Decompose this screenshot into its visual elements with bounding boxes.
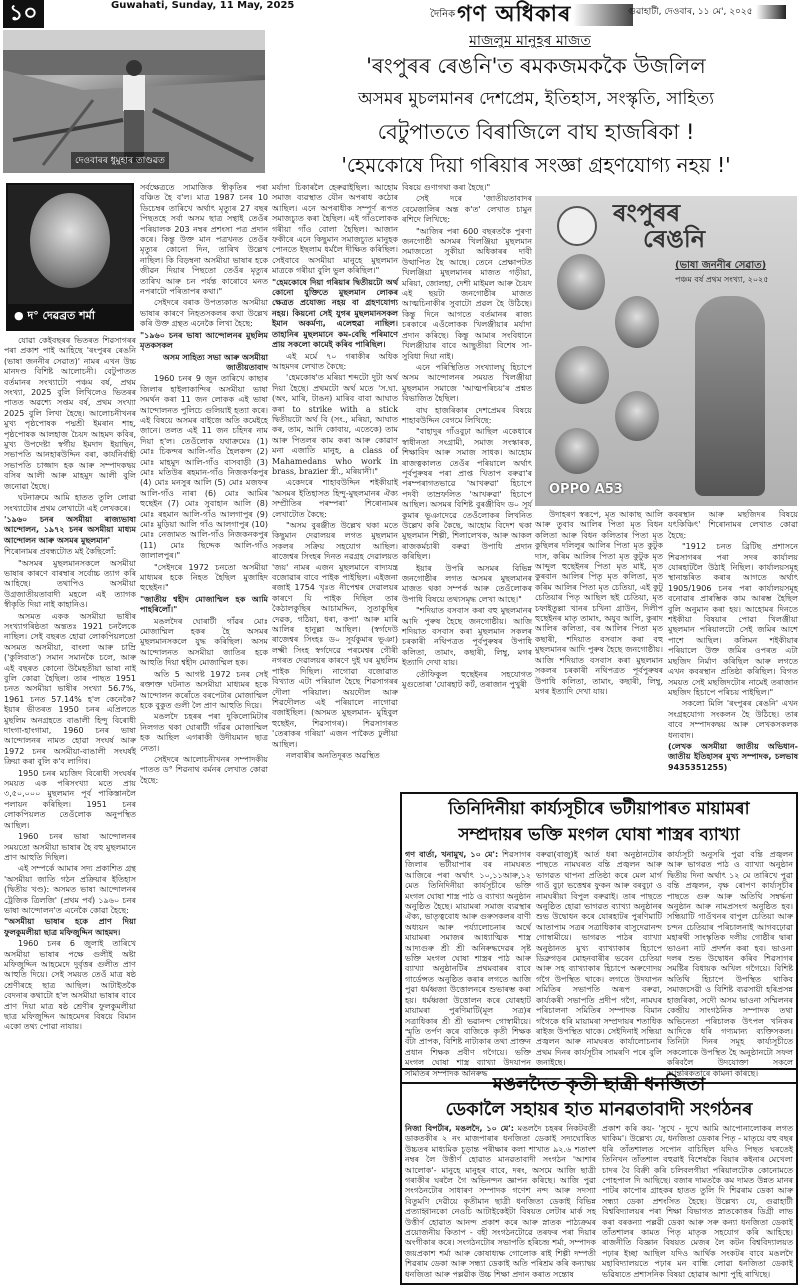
masthead [430,0,633,30]
story3-headline [402,1072,796,1122]
subhead: অসম সাহিত্য সভা আৰু অসমীয়া জাতীয়তাবাদ [162,352,268,372]
english-date: Guwahati, Sunday, 11 May, 2025 [105,0,300,11]
assamese-date: গুৱাহাটী, দেওবাৰ, ১১ মে', ২০২৫ [628,7,753,17]
cover-subtitle: (ভাষা জননীৰ সেৱাত) [675,260,767,271]
paragraph: সৰ্বক্ষেত্ৰতে সামাজিক স্বীকৃতিৰ পৰা বঞ্চিত হৈ ব'ল। মাত্ৰ 1987 চনৰ 10 ডিচেম্বৰ তাৰিখে অৰ্থাৎ মৃত্যুৰ 27 বছৰ পিছতহে সৰ্বা অসম ছাত্ৰ সন্থাই তেওঁৰ পৰিয়ালক 203 নম্বৰ প্ৰশংসা পত্ৰ প্ৰদান কৰে। কিন্তু উক্ত মান পত্ৰখনত তেওঁৰ মৃত্যুৰ কোনো দিন, তাৰিখ উল্লেখ নাছিল। কি বিড়ম্বনা অসমীয়া ভাষাৰ হকে জীৱন দিয়াৰ পিছতো তেওঁৰ মৃত্যুৰ তাৰিখ আৰু চন পৰ্যন্ত কাৰোবে মনত নপৰাটো পৰিতাপৰ কথা।" [140,183,268,297]
page-number: ১০ [3,0,44,28]
lead-column-1 [4,336,136,1034]
paragraph: প্ৰকাশ কৰি কয়- 'সুখে - দুখে আমি আপোনালোকৰ লগত থাকিম'। উল্লেখ্য যে, ধনজিতা ডেকাৰ পিতৃ - মাতৃয়ে বহু বছৰ ধৰি তাঁতশালত সপোন বাচিছিল যদিও পিছত ঘৰতেই তিনিখন তাঁতশাল বহুৱাই বিশেষকৈ বিয়াৰ কইনাৰ মেখেলা চাদৰ বৈ বিক্ৰী কৰি চলিবলগীয়া পৰিয়ালটোক কোনোমতে পোহপাল দি আছিছে। বজাৰ দামতকৈ কম দামত উন্নত মানৰ পাটৰ কাপোৰ গ্ৰাহকৰ হাতত তুলি দি শিৱৰাম ডেকা আৰু সন্ধ্যা ডেকা প্ৰশংসিত হৈছে। উল্লেখ্য যে, গুৱাহাটী বিশ্ববিদ্যালয়ৰ পৰা শিক্ষা বিভাগত স্নাতকোত্তৰ ডিগ্ৰী লাভ কৰা বৰকন্যা পল্লৱী ডেকা আৰু সৰু কন্যা ধনজিতা ডেকাই তাঁতশালৰ কামত পিতৃ মাতৃক সহযোগ কৰি আহিছে। ৰাজনীতি বিজ্ঞান বিষয়ত মেজৰ লৈ কটন বিশ্ববিদ্যালয়ত পঢ়াৰ ইচ্ছা আছিল যদিও আৰ্থিক সংকটৰ বাবে মঙলদৈ মহাবিদ্যালয়তে পঢ়াৰ মন বান্ধি লোৱা ধনজিতা ডেকাই ভৱিষ্যতে প্ৰশাসনিক বিষয়া হোৱাৰ আশা পুহি ৰাখিছে। [602,1124,793,1279]
date-gradient-bar [756,5,786,19]
cover-issue: পঞ্চম বৰ্ষ প্ৰথম সংখ্যা, ২০২৫ [675,275,769,284]
author-note: (লেখক অসমীয়া জাতীয় অভিধান-জাতীয় ইতিহাসৰ মুখ্য সম্পাদক, চলভাষ 9435351255) [668,741,798,772]
paragraph: "হেমকোষে দিয়া গৰিয়াৰ দ্বিতীয়টো অৰ্থ কোনো যুক্তিতে মুছলমান লোকৰ ক্ষেত্ৰত প্ৰযোজ্য নহয় বা গ্ৰহণযোগ্য নহয়। কিয়নো সেই যুগৰ মুছলমানসকল ইমান অকৰ্মণ্য, এলেহুৱা নাছিল। তাহানিৰ মুছলমানে কম-বেছি পৰিমাণে প্ৰায় সকলো কামেই কৰিব পাৰিছিল। [272,277,398,350]
cover-portrait-2 [615,296,659,348]
paragraph: কাৰ্য্যসূচী অনুসৰি পুৱা বন্তি প্ৰজ্বলন আৰু ভাগৱত পাঠ ও ব্যাখ্যা অনুষ্ঠান দ্বিতীয় দিনা অৰ্থাৎ ১২ মে তাৰিখে পুৱা বন্তি প্ৰজ্বলন, বৃক্ষ ৰোপণ কাৰ্য্যসূচীৰ পাছতে গুৰু আৰু অতিথি সম্বৰ্দ্ধনা অনুষ্ঠান আৰু নামপ্ৰসংগ অনুষ্ঠিত হব। সন্ধিয়াটি গাওঁখনৰ বাপুল চেতিয়া আৰু চন্দন চেতিয়াৰ পৰিচালনাই আগবঢ়োৱা মহাৰথী সাংস্কৃতিক দলীয় গোষ্ঠীৰ দ্বাৰা ভাওনা নাট প্ৰদৰ্শন কৰা হব। ভাওনা দলৰ শুভ উদ্বোধন কৰিব শিৱসাগৰ সমষ্টিৰ বিধায়ক অখিল গগৈয়ে। বিশিষ্ট অতিথি হিচাপে উপস্থিত থাকিব সমাজসেৱী ও বিশিষ্ট ব্যৱসায়ী হৰিপ্ৰসন্ন হাজৰিকা, সদৌ অসম ভাওনা সম্মিলনৰ কেন্দ্ৰীয় সাংগঠনিক সম্পাদক তথা অভিনেতা পৰিচালক উৎপল খনিকৰ আদিকে ধৰি গণ্যমান্য ব্যক্তিসকল। তিনিটা দিনৰ সমূহ কাৰ্য্যসূচীতে সকলোকে উপস্থিত হৈ অনুষ্ঠানটো সফল কৰিবলৈ উদযোক্তা সকলে আন্তৰিকতাৰে কামনা কৰিছে। [667,850,793,1078]
story2-column-2 [536,850,662,1079]
story-dhanajita-box [400,1068,798,1285]
story3-column-1 [405,1124,596,1280]
headline-line-4: 'হেমকোষে দিয়া গৰিয়াৰ সংজ্ঞা গ্ৰহণযোগ্য নহয় !' [341,153,731,177]
subhead: "অসমীয়া ভাষাৰ হকে প্ৰাণ দিয়া ফুলকুমলীয়া ছাত্ৰ মফিজুদ্দিন আহমদ। [4,917,136,937]
camera-watermark: OPPO A53 [549,482,623,497]
cover-warrior-figure [695,296,765,496]
cover-title [613,200,705,252]
paragraph: 1950 চনৰ মচজিদ বিৰোধী সংঘৰ্ষৰ সময়ত এক পৰিসংখ্যা মতে প্ৰায় ৩,৫০,০০০ মুছলমান পূৰ্ব পাকিস্তানলৈ পলায়ন কৰিছিল। 1951 চনৰ লোকপিয়লত তেওঁলোক অনুপস্থিত আছিল। [4,768,136,830]
story3-headline-line-1: মঙলদৈত কৃতী ছাত্ৰী ধনজিতা [492,1074,706,1095]
paragraph: এই সম্পৰ্কে আমাৰ সদ্য প্ৰকাশিত গ্ৰন্থ 'অসমীয়া জাতি গঠন প্ৰক্ৰিয়াৰ ইতিহাস (দ্বিতীয় খণ্ড): অসমত ভাষা আন্দোলনৰ ট্ৰেজিক ত্ৰিলজি' (প্ৰথম পৰ্ব) ১৯৬০ চনৰ ভাষা আন্দোলন'ত এনেকৈ কোৱা হৈছে: [4,864,136,915]
lead-column-5 [535,510,663,698]
bullet-icon: ● [14,309,28,322]
paragraph: শিৰোনামৰ প্ৰবন্ধটোত মই কৈছিলোঁ: [4,547,117,557]
story2-headline-line-1: তিনিদিনীয়া কাৰ্য্যসূচীৰে ভটীয়াপাৰত মায়ামৰা [448,799,750,819]
paragraph: 'হেমকোষ'ত মৰিয়া শব্দটো দুটা অৰ্থ দিয়া হৈছে। প্ৰথমটো অৰ্থ মতে 'স.ঘা. (অং, মাৰি, টাঙন) মাৰিব বাবা আঘাত কৰা to strike with a stick দ্বিতীয়টো অৰ্থ বি (সং., মৰিয়া, আঘাত কৰ, তাম, আদি কোবায়, এতেকে) তাম আৰু পিতলৰ কাম কৰা আৰু কোৱাণ মনা এজাতি মানুহ, a class of Mahamedans who work in brass, brazier স্ত্ৰী., মৰিয়ানী।" [272,373,398,476]
assamese-date-line [628,4,786,19]
lead-column-3 [272,183,398,762]
paragraph: অতি 5 আগষ্ট 1972 চনৰ সেই ৰক্তাক্ত ঘটনাত অসমীয়া মাধ্যমৰ হকে আন্দোলন কৰোঁতে বৰপেটাৰ মোজাম্মিল হকে বুকুত গুলী লৈ প্ৰাণ আহুতি দিয়ে। [140,669,268,710]
paragraph: বৰুৱা(বাজু)ই আৰ্ত ধৰা অনুষ্ঠানটোৰ পাছতে নামঘৰত বন্তি প্ৰজ্বলন আৰু ভাগৱত থাপনা প্ৰতিষ্ঠা কৰে মেল মাৰ্গ গাওঁ বুঢ়া ভত্তেশ্বৰ ফুকন আৰু বৰবুঢ়া ও নামঘৰীয়া বিপুল বৰুৱাই। তাৰ পাছতে অনুষ্ঠিত হোৱা ভাগৱত ব্যাখ্যা অনুষ্ঠানৰ শুভ উদ্বোধন কৰে যোৰহাটৰ পুৰণিমাটি আতাপাম সত্ৰৰ সত্ৰাধিকাৰ বাসুদেৱানন্দ গোস্বামীয়ে। ভাগৱত পাঠৰ ব্যাখ্যা অনুষ্ঠানত মুখ্য ব্যাখ্যাকাৰ হিচাপে ডিব্ৰুগড়ৰ মোহনবাৰীৰ ভবেন চেতিয়া আৰু সহ ব্যাখ্যাকাৰ হিচাপে অৰুণোদয় গগৈ উপস্থিত থাকে। লগতে উদযাপন সমিতিৰ সভাপতি অৰূপ বৰুৱা, কাৰ্য্যকৰী সভাপতি প্ৰদীপ গগৈ, নামঘৰ পৰিচালনা সমিতিৰ সম্পাদক বিমান গগৈকে ধৰি মায়ামৰা সম্প্ৰদায়ৰ শতাধিক ৰাইজ উপস্থিত থাকে। সেইদিনাই সন্ধিয়া প্ৰজ্বলন আৰু নামঘৰত কাৰ্যালোচনাৰ প্ৰথম দিনৰ কাৰ্যসূচীৰ সামৰণি পৰে বুলি জনাইছে। [536,850,662,1068]
paragraph: উদাহৰণ স্বৰূপে, মৃত আকাছ আলি আৰু তুবাব আলিৰ পিতা মৃত বিধন কলিতা আৰু বিধন কলিতাৰ পিতা মৃত কুছিলৰ দলিলুৰ আলিৰ পিতা মৃত কুটুক দাস, কৰিম আলিৰ পিতা মৃত কুটুক মৃত আব্দুল হুছেইনৰ পিতা মৃত মাই, মৃত কুৰবান আলিৰ পিতৃ মৃত কলিতা, মৃত কৰিম আলিৰ পিতা মৃত চেতিয়া, এই কুটু চেতিয়াৰ পিতৃ আছিল ছই চেতিয়া, মৃত চফাইতুল্লা খানৰ চখিনা গ্ৰাউন, দিলীপ হুছেইনৰ মাতৃ তামাং, অযুব আলি, কুৰাদ আলিৰ কলিতা, বৰ আলিৰ পিতা মৃত কছাৰী, শদিয়াত বসবাস কৰা বহু মুছলমানৰ আদি পুৰুষ হৈছে জনগোষ্ঠীয়। আজি শদিয়াত বসবাস কৰা মুছলমান সকলৰ চৰকাৰী নথিপত্ৰত পূৰ্বপুৰুষৰ উপাধি কলিতা, তামাং, কছাৰী, লিম্বু, মগৰ ইত্যাদি দেখা যায়। [535,510,663,696]
cover-title-line-2: ৰেঙনি [643,225,706,253]
cover-portrait-3 [555,346,609,404]
photo-caption: দেওবাৰৰ ধুমুহাৰ তাণ্ডৱত [71,152,169,169]
paragraph: "অসমৰ মুছলমানসকলে অসমীয়া ভাষাৰ কাৰণে বাৰম্বাৰ সৰ্বোচ্চ ত্যাগ কৰি আহিছে। তথাপিও অসমীয়া উগ্ৰজাতীয়তাবাদী মহলে এই ত্যাগক স্বীকৃতি দিয়া নাই কাহানিও। [4,558,136,610]
paragraph: "বাহাদুৰ গাঁওবুঢ়া আছিল একেধাৰে স্বাধীনতা সংগ্ৰামী, সমাজ সংস্কাৰক, শিক্ষাবিদ আৰু সমাজ সাধক। আহোম ৰাজত্বকালত তেওঁৰ পৰিয়ালে অৰ্থাৎ পূৰ্বপুৰুষৰ পৰা প্ৰাপ্ত খিতাপ বৰুৱা'ৰ পৰম্পৰাগতভাৱে 'আখৰুৱা' হিচাপে পদবী তাম্ৰফলিত 'আখৰুৱা' হিচাপে আছিল। অসমৰ বিশিষ্ট বুৰঞ্জীবিদ ড০ সূৰ্য কুমাৰ ভূঞাদেৱে তেওঁলোকৰ লিখনিত উল্লেখ কৰি কৈছে, আহোম বিদেশ থকা মুছলমান শিল্পী, শিলালেখক, আৰু আকল ৰাজকৰ্মচাৰী বৰুৱা উপাধি প্ৰদান কৰিছিল। [402,427,532,562]
paragraph: "সেইদৰে 1972 চনতো অসমীয়া মাধ্যমৰ হকে নিহত হৈছিল মুজাহিদ হুছেইন।" [140,562,268,593]
masthead-gradient-bar [573,4,633,26]
paragraph: "আজিৰ পৰা 600 বছৰতকৈ পুৰণা জনগোষ্ঠী অসমৰ খিলঞ্জিয়া মুছলমান সমাজতো সুকীয়া অধিকাৰৰ দাবী উত্থাপিত হৈ আছে। তেনে প্ৰেক্ষাপটত খিলঞ্জিয়া মুছলমানৰ মাজত গড়ীয়া, মৰিয়া, জোলহা, দেশী মাইমল আৰু চৈয়দ এই ছয়টা জনগোষ্ঠীৰ মাজত আত্মচিনাকীৰ সুবাটো প্ৰৱল হৈ উঠিছে। কিন্তু দিনে আগতে বৰ্তমানৰ ৰাজ্য চৰকাৰে এওঁলোকক খিলঞ্জীয়াৰ মৰ্যাদা প্ৰদান কৰিছে। কিন্তু আমাৰ সংবিধানে খিলঞ্জীয়াৰ বাবে আছুতীয়া বিশেষ সা-সুবিধা দিয়া নাই। [402,226,532,361]
paragraph: তৌফিকুল হুছেইনৰ সহযোগত মুগুতোৰা 'যোৰহাট কৰ্ট, তৰাজান পুখুৰী [402,669,532,690]
paragraph: কবৰস্থান আৰু মছজিদৰ বিষয়ে যৎকিঞ্চিৎ' শিৰোনামৰ লেখাত কোৱা হৈছে: [668,510,798,540]
story2-headline-line-2: সম্প্ৰদায়ৰ ভক্তি মংগল ঘোষা শাস্ত্ৰৰ ব্যাখ্যা [458,825,740,845]
headline-line-3: বেটুপাততে বিৰাজিলে বাঘ হাজৰিকা ! [377,120,695,144]
paragraph: মঙলদৈ চহৰৰ নিকটবৰ্তী ডাকতকীৰ ২ নং মাজপাৰাৰ ধনজিতা ডেকাই সদ্যঘোষিত উচ্চতৰ মাধ্যমিক চূড়ান্ত পৰীক্ষাৰ কলা শাখাত ৯২.৬ শতাংশ নম্বৰ লৈ উত্তীৰ্ণ হোৱাত মানৱতাবাদী সংগঠন 'আশাৰ আলোক'- মানুহে মানুহৰ বাবে, দৰং, অসমে আজি ছাত্ৰী গৰাকীৰ ঘৰলৈ গৈ অভিনন্দন জ্ঞাপন কৰিছে। আজি পুৱা সংগঠনটোৰ সাধাৰণ সম্পাদক গণেশ নন্দ আৰু সদস্যা বিতুমণি দেৱীয়ে কৃতীমান ছাত্ৰী ধনজিতা ডেকাই বিভিন্ন প্ৰত্যাহ্বানকো নেওচি আটাইকেইটা বিষয়ত লেটাৰ মাৰ্ক সহ উত্তীৰ্ণ হোৱাত আনন্দ প্ৰকাশ কৰে আৰু স্নাতক পাঠ্যক্ৰমৰ প্ৰয়োজনীয় কিতাপ - বহী সংগঠনটোৱে তৰফৰ পৰা দিয়াৰ অংগীকাৰ কৰে। সংগঠনটোৰ সভাপতি হৰিচন্দ্ৰ শৰ্মা, সম্পাদক জয়প্ৰকাশ শৰ্মা আৰু কোষাধ্যক্ষ গোলোক ৰাই শিল্পী দম্পতী শিৱৰাম ডেকা আৰু সন্ধ্যা ডেকাই অতি পৰিশ্ৰম কৰি কন্যাদ্বয় ধনজিতা আৰু পল্লৱীক উচ্চ শিক্ষা প্ৰদান কৰাত সন্তোষ [405,1124,596,1279]
paragraph: মৰ্যাদা চিকাৰলৈ হেৰুৱাইছিল। আহোম সমাজ ব্যৱস্থাত যৌন অপৰাধ কঠোৰ আছিল। এনে অপৰাধীক সম্পূৰ্ণ ৰূপত সমাজচ্যুত কৰা হৈছিল। এই গাঁওলোকক গৰীয়া গাঁও বোলা হৈছিল। আজান ফকীৰে এনে কিছুমান সমাজচ্যুত মানুহক পোনতে ইছলাম ধৰ্মলৈ দীক্ষিত কৰিছিল। সেইবাবে অসমীয়া মানুহে মুছলমান মাত্ৰকে গৰীয়া বুলি ভুল কৰিছিল।" [272,183,398,276]
story2-headline [402,796,796,848]
author-portrait [30,193,110,288]
paragraph: ঘটনাক্ৰমে আমি হাতত তুলি লোৱা সংখ্যাটোৰ প্ৰথম লেখাটো এই লেখকৰে। [4,493,136,513]
magazine-logo-icon [557,206,597,246]
paragraph: "1912 চনত ব্ৰিটিছ প্ৰশাসনে শিৱসাগৰৰ পৰা সদৰ কাৰ্যালয় যোৰহাটলৈ উঠাই নিছিল। কাৰ্যালয়সমূহ স্থানান্তৰিত কৰাৰ আগতে অৰ্থাৎ 1905/1906 চনৰ পৰা কাৰ্যালয়সমূহ বনোৱাৰ প্ৰাৰম্ভিক কাম আৰম্ভ হৈছিল বুলি অনুমান কৰা হয়। আহোমৰ দিনতে শইকীয়া বিষয়াৰ পোৱা খিলঞ্জীয়া মুছলমান পৰিয়ালটো সেই জমিৰ আশে পাশে আছিল। কলিমন শইকীয়াৰ পৰিয়ালে উক্ত জমিৰ ওপৰত এটা মছজিদ নিৰ্মাণ কৰিছিল আৰু লগতে এখন কবৰস্থান প্ৰতিষ্ঠা কৰিছিল। বিগত সময়ত সেই মছজিদটোৰ নামেই তৰাজান মছজিদ হিচাপে পৰিচয় পাইছিল।" [668,542,798,697]
subhead: "১৯৬০ চনৰ ভাষা আন্দোলনৰ মুছলিম মৃতকসকল [140,330,268,351]
paragraph: নলবাৰীৰ অনতিদূৰত অৱস্থিত [286,750,380,760]
headline-line-2: অসমৰ মুচলমানৰ দেশপ্ৰেম, ইতিহাস, সংস্কৃতি, সাহিত্য [357,89,715,109]
cover-portrait-1 [557,254,605,310]
paper-prefix: দৈনিক [430,8,456,20]
cover-title-line-1: ৰংপুৰৰ [613,199,681,227]
headline-line-1: 'ৰংপুৰৰ ৰেঙনি'ত ৰমকজমককৈ উজলিল [366,54,706,78]
story2-dateline: গণ বাৰ্তা, খনামুখ, ১০ মে': [405,850,499,859]
magazine-cover-photo [535,196,797,506]
story-bhatiapar-box [400,792,798,1084]
paragraph: 1960 চনৰ 9 জুন তাৰিখে কাছাৰ জিলাৰ হাইলাকান্দিৰ অসমীয়া ভাষা সমৰ্থন কৰা 11 জন লোকক এই ভাষা আন্দোলনত পুলিচে গুলিয়াই হত্যা কৰে। এই বিষয়ে অসমৰ বাইজে অতি কমেইহে জানে। তলত এই 11 জন চহিদৰ নাম দিয়া হ'ল। তেওঁলোক যথাক্ৰমেঃ (1) মোঃ চিকন্দৰ আলি-গাঁও হৈলকন্দ (2) মোঃ মাহমুদ আলি-গাঁও বাসবাড়ী (3) মোঃ মতিউৰ ৰহমান-গাঁও নিজকৰ্ণকপুৰ (4) মোঃ মনসুৰ আলি (5) মোঃ মজফৰ আলি-গাঁও নাৰা (6) মোঃ আমিৰ হুছেইন (7) মোঃ সুবাহান আলি (8) মোঃ ৰহমান আলি-গাঁও আলগাপুৰ (9) মোঃ মুড়িয়া আলি গাঁও আলগাপুৰ (10) মোঃ নেজামত আলি-গাঁও নিজকনকপুৰ (11) মোঃ ছিদ্দেক আলি-গাঁও জালালপুৰ।" [140,374,268,561]
paragraph: সেইদৰে বৰাক উপত্যকাত অসমীয়া ভাষাৰ কাৰণে নিহতসকলৰ কথা উল্লেখ কৰি উক্ত গ্ৰন্থত এনেকৈ লিখা হৈছে: [140,298,268,329]
author-caption [8,304,132,329]
storm-damage-photo [3,30,265,173]
story3-dateline: নিজা বিপৰ্টাৰ, মঙলদৈ, ১০ মে': [405,1124,514,1133]
paragraph: ইয়াৰ উপৰি অসমৰ বিভিন্ন জনগোষ্ঠীৰ লগত অসমৰ মুছলমানৰ মাজত থকা সম্পৰ্ক আৰু তেওঁলোকৰ উপাধি বিষয়ে তথ্যসমৃদ্ধ লেখা আছে।" [402,563,532,604]
paragraph: 1960 চনৰ 6 জুলাই তাৰিখে অসমীয়া ভাষাৰ পক্ষে গুলীই অষ্টা মফিজুদ্দিন আহমেদে দুৰ্বৃত্তৰ গুলীত প্ৰাণ আহুতি দিয়ে। সেই সময়ত তেওঁ মাত্ৰ ষষ্ঠ শ্ৰেণীৰহে ছাত্ৰ আছিল। আটাইতকৈ বেদনাৰ কথাটো হ'ল অসমীয়া ভাষাৰ বাবে প্ৰাণ দিয়া মাত্ৰ ষষ্ঠ শ্ৰেণীৰ ফুলকুমলীয়া ছাত্ৰ মফিজুদ্দিন আহমেদৰ বিষয়ে বিমান একো তথ্য পোৱা নাযায়। [4,939,136,1032]
paragraph: শিৱসাগৰ জিলাৰ ভটীয়াপাৰ বৰ নামঘৰত আজিৰে পৰা অৰ্থাৎ ১০,১১আৰু,১২ মেত তিনিদিনীয়া কাৰ্যসূচীৰে ভক্তি মংগল ঘোষা শাস্ত্ৰ পাঠ ও ব্যাখ্যা অনুষ্ঠান অনুষ্ঠিত হৈছে। মায়ামৰা সমাজ ব্যৱস্থাৰ ঐক্য, ভাতৃত্ববোধ আৰু গুৰুসকলৰ বাণী অধ্যয়ন আৰু পৰ্য্যালোচনাৰ অৰ্থে মায়ামৰা সমাজৰ আধ্যাত্মিক শাস্ত্ৰ আদ্যগুৰু শ্ৰী শ্ৰী অনিৰুদ্ধদেৱৰ সৃষ্ট ভক্তি মংগল ঘোষা শাস্ত্ৰৰ পাঠ আৰু ব্যাখ্যা অনুষ্ঠানটিৰ প্ৰথমবাৰৰ বাবে গাৰ্ডেন্সত অনুষ্ঠিত কৰাৰ লগতে আজি পুৱা ধৰ্মধ্বজা উত্তোলনৰে শুভাৰম্ভ কৰা হয়। ধৰ্মধ্বজা উত্তোলন কৰে যোৰহাট মায়ামৰা পুৰণিমাটি(মূল সত্ৰ)ৰ সত্ৰাধিকাৰ শ্ৰী শ্ৰী ভৱানন্দ গোস্বামীয়ে। স্মৃতি তৰ্পণ কৰে বাজিকে কৃতী শিক্ষক বঁটা প্ৰাপক, বিশিষ্ট নাট্যকাৰ তথা প্ৰাক্তন প্ৰধান শিক্ষক প্ৰবীণ গগৈয়ে। ভক্তি মংগল ঘোষা শাস্ত্ৰ ব্যাখ্যা উদযাপন সমিতিৰ সম্পাদক অনিৰুদ্ধ [405,850,532,1078]
paragraph: 1960 চনৰ ভাষা আন্দোলনৰ সময়তো অসমীয়া ভাষাৰ হৈ বহু মুছলমানে প্ৰাণ আহুতি দিছিল। [4,832,136,862]
paragraph: এনে পৰিস্থিতিত সংখ্যালঘু হিচাপে অসম আন্দোলনৰ সময়ত খিলঞ্জীয়া মুছলমান সমাজে 'আত্মপৰিচয়'ৰ প্ৰশ্নত বিভাজিত হৈছিল। [402,362,532,404]
story3-headline-line-2: ডেকালৈ সহায়ৰ হাত মানৱতাবাদী সংগঠনৰ [445,1099,753,1120]
subhead: '১৯৬০ চনৰ অসমীয়া ৰাজ্যভাষা আন্দোলন, ১৯৭২ চনৰ অসমীয়া মাধ্যম আন্দোলন আৰু অসমৰ মুছলমান' [4,514,136,545]
author-name: দ° দেৱব্ৰত শৰ্মা [27,309,95,322]
paragraph: সেই দৰে 'জাতীয়তাবাদৰ বেমেজালিৰ অন্ত ক'ত' লেখাত চামুন ৰশিদে লিখিছে: [402,194,532,225]
paragraph: মঙলদৈৰ ঘোৰাটী গাঁৱৰ মোঃ মোজাম্মিল হকৰ হৈ অসমৰ মুছলমানসকলে যুদ্ধ কৰিছিল। অসম আন্দোলনত অসমীয়া জাতিৰ হকে আহুতি দিয়া শ্বহীদ মোজাম্মিল হক। [140,616,268,668]
story2-column-1 [405,850,531,1079]
lead-column-4 [402,183,532,692]
cover-portrait-4 [615,391,659,441]
paragraph: "অসম বুৰঞ্জীত উল্লেখ থকা মতে কিছুমান দেৱালয়ৰ লগত মুছলমান সকলৰ সক্ৰিয় সহযোগ আছিল। ৰাজেশ্বৰ সিংহৰ দিনত নৱগ্ৰহ দেৱালয়ত 'জয়' নামৰ এজন মুছলমানে বাদ্যযন্ত্ৰ বজোৱাৰ বাবে পাইক পাইছিল। এইজনা ৰজাই 1754 খৃঃত নীপেশ্বৰ দেৱালয়ৰ কাৰণে যি পাইক দিছিল তাৰ কৈঠালকুছিৰ আচামদ্দিন, সুতাকুছিৰ দেৱক, গঠিয়া, ধৰা, কপা' আৰু মাৰি আলিৰ হানুল্লা আছিল। (স্বৰ্গদেউ ৰাজেশ্বৰ সিংহঃ ড০ সূৰ্যকুমাৰ ভূঞা) লক্ষ্মী সিংহ স্বৰ্গদেৱে পৰমেশ্বৰ গৌৰী নগৰত দেৱালয়ৰ কাৰণে দুই ঘৰ মুছলিম পাইক দিছিল। নাগোৱা বজোৱাত বিখ্যাত এটা পৰিয়াল হৈছে শিৱসাগৰৰ দৌলা পৰিয়াল। অয়দৌল আৰু শিৱদৌলত এই পৰিয়ালে নাগোৱা বজাইছিল। (অসমত মুছলমান- মুহিবুল হুছেইন, শিৱসাগৰ)। শিৱসাগৰত 'তেৰাকৰ গৰিয়া' এজন পাকৈত ঢুলীয়া আছিল। [272,521,398,749]
lead-column-6 [668,510,798,774]
paragraph: "শদিয়াত বসবাস কৰা বহু মুছলমানৰ আদি পুৰুষ হৈছে জনগোষ্ঠীয়। আজি শদিয়াত বসবাস কৰা মুছলমান সকলৰ চৰকাৰী নথিপত্ৰত পূৰ্বপুৰুষৰ উপাধি কলিতা, তামাং, কছাৰী, লিম্বু, মগৰ ইত্যাদি দেখা যায়। [402,606,532,668]
author-photo-box [6,183,134,331]
lead-column-2 [140,183,268,787]
paragraph: অসমত একক অসমীয়া ভাষীৰ সংখ্যাগৰিষ্ঠতা অন্ততঃ 1921 চনলৈকে নাছিল। সেই বছৰত হোৱা লোকপিয়লতো অসমত অসমীয়া, বাংলা আৰু চাম্ৰি ('কুলিবাত') সমান সমানকৈ চলে, আৰু এই বছৰত কোনো উমৈহতীয়া ভাষা নাই বুলি কোৱা হৈছিল। তাৰ পাছত 1951 চনত অসমীয়া ভাষীৰ সংখ্যা 56.7%, 1961 চনত 57.14% হ'ল কেনেকৈ? ইয়াৰ ভীতৰত 1950 চনৰ এপ্ৰিলতে মুছলিম অনগ্ৰহতে বাঙালী হিন্দু বিৰোধী দাংগা-হাংগামা, 1960 চনৰ ভাষা আন্দোলনৰ নামত হোৱা সংঘৰ্ষ আৰু 1972 চনৰ অসমীয়া-বাঙালী সংঘৰ্ষই ক্ৰিয়া কৰা বুলি ক'ব লাগিব। [4,611,136,767]
paragraph: সেইদৰে আলোচনীখনৰ সম্পাদকীয় পাতত ড° শিৱনাথ বৰ্মনৰ লেখাত কোৱা হৈছে: [140,754,268,785]
paragraph: এই মৰ্মে ৭০ গৰাকীৰ অধিক আহমদৰ লেখাত কৈছে: [272,351,398,371]
paragraph: সকলো মিলি 'ৰংপুৰৰ ৰেঙনি' এখন সংগ্ৰহযোগ্য সংকলন হৈ উঠিছে। তাৰ বাবে সম্পাদকদ্বয় আৰু লেখকসকলক ধন্যবাদ। [668,699,798,740]
story2-column-3 [667,850,793,1079]
paragraph: বিষয়ে গুণাগথা কৰা হৈছে।" [402,183,491,192]
paragraph: একেদৰে শাহাবউদ্দিন শইকীয়াই 'অসমৰ ইতিহাসত হিন্দু-মুছলমানৰ ঐক্য সম্প্ৰীতিৰ পৰম্পৰা' শিৰোনামৰ লেখাটোত কৈছে: [272,478,398,519]
cover-portrait-5 [555,428,599,474]
paper-name: গণ অধিকাৰ [457,1,572,27]
story3-column-2 [602,1124,793,1280]
lead-kicker: মাজলুম মানুহৰ মাজত [469,33,591,49]
paragraph: বাঘ হাজৰিকাৰ দেশপ্ৰেমৰ বিষয়ে শাহাবউদ্দিন বেগমে লিখিছে: [402,405,532,425]
paragraph: মঙলদৈ চহৰৰ পৰা দুকিলোমিটাৰ নিলগত থকা ঘোৰাটী গাঁৱৰ মোজাম্মিল হক আছিল এগৰাকী উদীয়মান ছাত্ৰ নেতা। [140,712,268,753]
subhead: "জাতীয় শ্বহীদ মোজাম্মিল হক আমি পাহৰিলোঁ।" [140,594,268,615]
lead-headline [272,50,800,182]
paragraph: যোৱা কেইবছৰৰ ভিতৰত শিৱসাগৰৰ পৰা প্ৰকাশ পাই আহিছে 'ৰংপুৰৰ ৰেঙনি (ভাষা জননীৰ সেৱাত)' নামৰ এখন উচ্চ মানদণ্ড বিশিষ্ট আলোচনী। বেটুপাতত বৰ্তমানৰ সংখ্যাটো পঞ্চম বৰ্ষ, প্ৰথম সংখ্যা, 2025 বুলি লিখিলেও ভিতৰৰ পাতত অৱশ্যে সপ্তম বৰ্ষ, প্ৰথম সংখ্যা 2025 বুলি লিখা হৈছে। আলোচনীখনৰ মুখ্য পৃষ্ঠপোষক পদ্মশ্ৰী ইমৰান শাহ, পৃষ্ঠপোষক আলহাজ চৈয়দ আহমদ কবিৰ, মুখ্য উপদেষ্টা স্বৰ্গীয় ইমদাদ ইয়াছিন, সভাপতি আনহাৰউদ্দিন বৰা, কাৰ্যনিৰ্বাহী সভাপতি চাজ্জাদ হক আৰু সম্পাদকদ্বয় বসিৰ আলী আৰু মাহমুদ আলী বুলি জনোৱা হৈছে। [4,336,136,491]
